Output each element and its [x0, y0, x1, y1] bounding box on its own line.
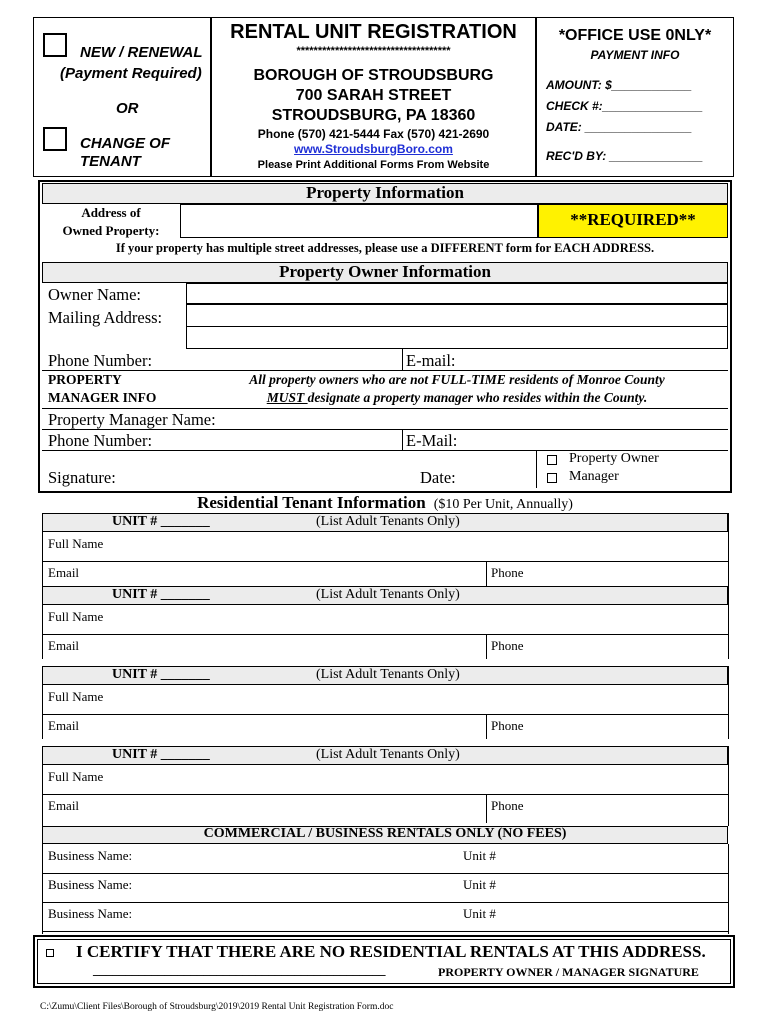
phone-label: Phone [491, 718, 524, 733]
unit-left-edge [42, 513, 43, 586]
manager-name-line [42, 429, 728, 430]
signature-label: Signature: [48, 468, 116, 487]
address-label-line1: Address of [81, 205, 141, 220]
property-owner-option: Property Owner [569, 451, 659, 466]
owner-phone-divider [402, 349, 403, 370]
recd-by-field: REC'D BY: ______________ [546, 149, 703, 163]
full-name-line [42, 561, 728, 562]
owner-phone-line [42, 370, 728, 371]
business-name-label: Business Name: [48, 877, 133, 892]
change-of-tenant-checkbox[interactable] [43, 127, 67, 151]
owner-info-title: Property Owner Information [279, 262, 491, 281]
property-info-title: Property Information [306, 183, 464, 202]
owner-phone-label: Phone Number: [48, 351, 153, 370]
amount-field: AMOUNT: $____________ [546, 78, 692, 92]
website-link[interactable]: www.StroudsburgBoro.com [294, 142, 453, 156]
commercial-right-edge [728, 844, 729, 934]
email-label: Email [48, 565, 80, 580]
unit-right-edge [728, 666, 729, 739]
borough-city: STROUDSBURG, PA 18360 [271, 107, 476, 124]
certify-signature-label: PROPERTY OWNER / MANAGER SIGNATURE [438, 965, 699, 979]
full-name-line [42, 634, 728, 635]
unit-right-edge [728, 513, 729, 586]
pm-note-line1: All property owners who are not FULL-TIME residents of Monroe County [249, 372, 665, 387]
business-name-label: Business Name: [48, 848, 133, 863]
new-renewal-label: NEW / RENEWAL [80, 44, 203, 61]
address-input[interactable] [180, 204, 538, 238]
certify-text: I CERTIFY THAT THERE ARE NO RESIDENTIAL RENTALS AT THIS ADDRESS. [76, 942, 706, 961]
unit-list-note: (List Adult Tenants Only) [316, 587, 460, 602]
manager-phone-label: Phone Number: [48, 431, 153, 450]
multiple-address-note: If your property has multiple street addresses, please use a DIFFERENT form for EACH ADDRESS. [115, 241, 655, 255]
payment-required-label: (Payment Required) [60, 65, 202, 82]
business-name-label: Business Name: [48, 906, 133, 921]
email-phone-divider [486, 561, 487, 586]
email-label: Email [48, 718, 80, 733]
unit-right-edge [728, 746, 729, 826]
unit-left-edge [42, 586, 43, 659]
office-use-title: *OFFICE USE 0NLY* [558, 27, 712, 44]
tenant-info-title [42, 493, 728, 513]
unit-list-note: (List Adult Tenants Only) [316, 514, 460, 529]
date-label: Date: [420, 468, 456, 487]
full-name-label: Full Name [48, 689, 104, 704]
signature-divider [536, 450, 537, 488]
manager-email-label: E-Mail: [406, 431, 458, 450]
manager-checkbox[interactable] [547, 473, 557, 483]
phone-label: Phone [491, 638, 524, 653]
change-of-label: CHANGE OF [80, 135, 170, 152]
unit-right-edge [728, 586, 729, 659]
pm-note-line2 [186, 390, 728, 406]
pm-note-must: MUST [266, 390, 308, 405]
unit-list-note: (List Adult Tenants Only) [316, 667, 460, 682]
phone-fax: Phone (570) 421-5444 Fax (570) 421-2690 [257, 127, 490, 141]
footer-file-path: C:\Zumu\Client Files\Borough of Stroudsburg\2019\2019 Rental Unit Registration Form.doc [40, 1002, 394, 1012]
manager-option: Manager [569, 469, 619, 484]
owner-name-input[interactable] [186, 283, 728, 304]
pm-info-label-1: PROPERTY [48, 372, 122, 387]
borough-name: BOROUGH OF STROUDSBURG [253, 67, 494, 84]
or-label: OR [116, 100, 139, 117]
unit-left-edge [42, 746, 43, 826]
full-name-label: Full Name [48, 769, 104, 784]
owner-name-label: Owner Name: [48, 285, 142, 304]
commercial-left-edge [42, 844, 43, 934]
required-text: **REQUIRED** [570, 210, 696, 229]
address-label-line2: Owned Property: [62, 223, 160, 238]
business-unit-label: Unit # [463, 877, 496, 892]
title-stars: ************************************ [296, 45, 451, 57]
commercial-title: COMMERCIAL / BUSINESS RENTALS ONLY (NO FEES) [203, 826, 567, 841]
unit-left-edge [42, 666, 43, 739]
print-note: Please Print Additional Forms From Website [257, 159, 490, 171]
email-phone-divider [486, 634, 487, 659]
tenant-label: TENANT [80, 153, 141, 170]
business-unit-label: Unit # [463, 906, 496, 921]
business-row-line [42, 873, 728, 874]
manager-name-label: Property Manager Name: [48, 410, 216, 429]
owner-email-label: E-mail: [406, 351, 456, 370]
tenant-fee: ($10 Per Unit, Annually) [433, 497, 573, 512]
certify-checkbox[interactable] [46, 949, 54, 957]
mailing-address-label: Mailing Address: [48, 308, 163, 327]
date-field: DATE: ________________ [546, 120, 692, 134]
manager-phone-divider [402, 429, 403, 450]
business-row-line [42, 902, 728, 903]
form-title: RENTAL UNIT REGISTRATION [230, 21, 517, 43]
check-field: CHECK #:_______________ [546, 99, 703, 113]
unit-number-label[interactable]: UNIT # _______ [112, 667, 210, 682]
phone-label: Phone [491, 565, 524, 580]
full-name-label: Full Name [48, 536, 104, 551]
unit-number-label[interactable]: UNIT # _______ [112, 587, 210, 602]
full-name-line [42, 714, 728, 715]
payment-info-label: PAYMENT INFO [590, 48, 680, 62]
new-renewal-checkbox[interactable] [43, 33, 67, 57]
tenant-info-heading: Residential Tenant Information [197, 493, 426, 512]
unit-number-label[interactable]: UNIT # _______ [112, 747, 210, 762]
business-unit-label: Unit # [463, 848, 496, 863]
full-name-line [42, 794, 728, 795]
email-phone-divider [486, 714, 487, 739]
email-label: Email [48, 638, 80, 653]
full-name-label: Full Name [48, 609, 104, 624]
pm-note-rest: designate a property manager who resides within the County. [307, 390, 648, 405]
email-phone-divider [486, 794, 487, 823]
unit-number-label[interactable]: UNIT # _______ [112, 514, 210, 529]
certify-signature-line[interactable]: _____________________________________________ [93, 962, 386, 977]
email-label: Email [48, 798, 80, 813]
pm-note-line [42, 408, 728, 409]
property-owner-checkbox[interactable] [547, 455, 557, 465]
pm-info-label-2: MANAGER INFO [48, 390, 157, 405]
business-row-line [42, 931, 728, 932]
phone-label: Phone [491, 798, 524, 813]
unit-list-note: (List Adult Tenants Only) [316, 747, 460, 762]
mailing-divider [186, 326, 728, 327]
borough-street: 700 SARAH STREET [295, 87, 452, 104]
